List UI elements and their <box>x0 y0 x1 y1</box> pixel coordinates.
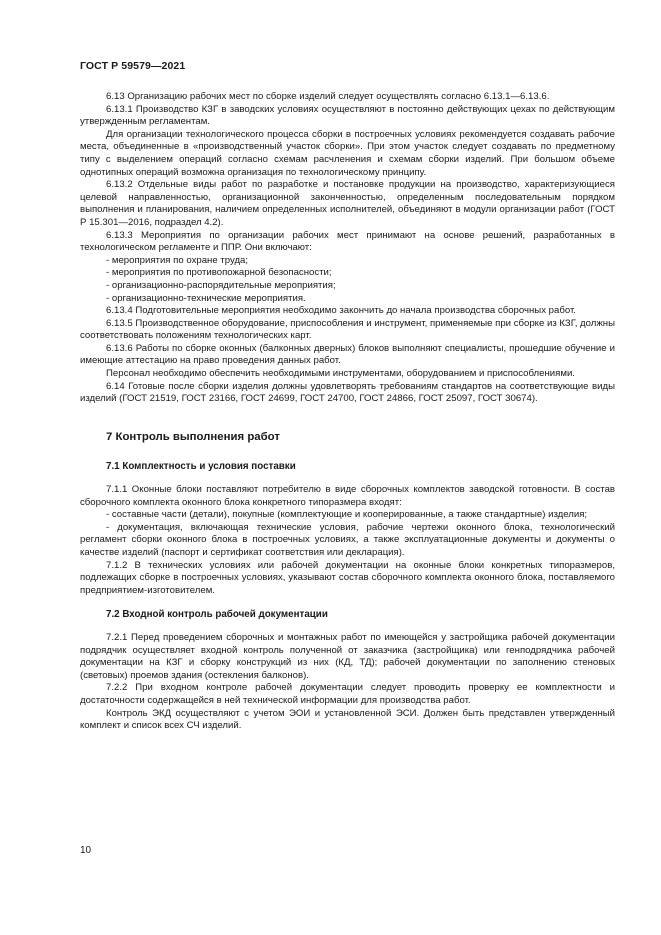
subsection-heading: 7.2 Входной контроль рабочей документации <box>106 609 328 621</box>
paragraph: 7.2.2 При входном контроле рабочей документации следует проводить проверку ее комплектности и достаточности содержащейся в ней технической информации для производства работ. <box>80 682 615 706</box>
paragraph: Персонал необходимо обеспечить необходимыми инструментами, оборудованием и приспособлениями. <box>106 368 575 380</box>
paragraph: 6.14 Готовые после сборки изделия должны удовлетворять требованиям стандартов на соответствующие виды изделий (ГОСТ 21519, ГОСТ 23166, ГОСТ 24699, ГОСТ 24700, ГОСТ 24866, ГОСТ 25097, ГОСТ 30674). <box>80 380 615 405</box>
list-item: - составные части (детали), покупные (комплектующие и кооперированные, а также стандартные) изделия; <box>106 509 588 521</box>
list-item: - мероприятия по охране труда; <box>106 254 249 266</box>
document-body <box>80 91 615 733</box>
paragraph: 6.13.1 Производство КЗГ в заводских условиях осуществляют в постоянно действующих цехах по действующим утвержденным регламентам. <box>80 103 615 128</box>
list-item: - мероприятия по противопожарной безопасности; <box>106 267 332 279</box>
list-item: - документация, включающая технические условия, рабочие чертежи оконного блока, технологический регламент сборки оконного блока в построечных условиях, а также эксплуатационные документы и документы о качестве изделий (паспорт и сертификат соответствия или декларация). <box>80 521 615 558</box>
document-header: ГОСТ Р 59579—2021 <box>80 60 186 72</box>
list-item: - организационно-распорядительные мероприятия; <box>106 279 336 291</box>
paragraph: Для организации технологического процесса сборки в построечных условиях рекомендуется создавать рабочие места, объединенные в «производственный участок сборки». При этом участок следует создавать по предметному типу с выделением операций согласно схемам расчленения и схемам сборки изделий. При большом объеме однотипных операций возможна организация по технологическому принципу. <box>80 128 615 178</box>
paragraph: 6.13.2 Отдельные виды работ по разработке и постановке продукции на производство, характеризующиеся целевой направленностью, организационной законченностью, определенным последовательным порядком выполнения и планирования, наличием определенных исполнителей, объединяют в модули организации работ (ГОСТ Р 15.301—2016, подраздел 4.2). <box>80 179 615 228</box>
paragraph: 6.13.6 Работы по сборке оконных (балконных дверных) блоков выполняют специалисты, прошедшие обучение и имеющие аттестацию на право проведения данных работ. <box>80 342 615 367</box>
paragraph: 6.13.5 Производственное оборудование, приспособления и инструмент, применяемые при сборке из КЗГ, должны соответствовать положениям технологических карт. <box>80 317 615 342</box>
paragraph: 7.2.1 Перед проведением сборочных и монтажных работ по имеющейся у застройщика рабочей документации подрядчик осуществляет входной контроль полученной от заказчика (застройщика) или генподрядчика рабочей документации на КЗГ и сборку конструкций из них (КД, ТД); рабочей документации по заполнению стеновых (световых) проемов здания (остекления балконов). <box>80 631 615 681</box>
paragraph: 7.1.2 В технических условиях или рабочей документации на оконные блоки конкретных типоразмеров, подлежащих сборке в построечных условиях, указывают состав сборочного комплекта оконного блока, поставляемого предприятием-изготовителем. <box>80 559 615 596</box>
section-heading: 7 Контроль выполнения работ <box>106 430 280 443</box>
list-item: - организационно-технические мероприятия. <box>106 292 306 304</box>
subsection-heading: 7.1 Комплектность и условия поставки <box>106 461 296 473</box>
paragraph: Контроль ЭКД осуществляют с учетом ЭОИ и установленной ЭСИ. Должен быть представлен утвержденный комплект и список всех СЧ изделий. <box>80 707 615 732</box>
paragraph: 7.1.1 Оконные блоки поставляют потребителю в виде сборочных комплектов заводской готовности. В состав сборочного комплекта оконного блока конкретного типоразмера входят: <box>80 484 615 508</box>
paragraph: 6.13.3 Мероприятия по организации рабочих мест принимают на основе решений, разработанных в технологическом регламенте и ППР. Они включают: <box>80 229 615 254</box>
paragraph: 6.13.4 Подготовительные мероприятия необходимо закончить до начала производства сборочных работ. <box>106 305 576 317</box>
paragraph: 6.13 Организацию рабочих мест по сборке изделий следует осуществлять согласно 6.13.1—6.13.6. <box>106 91 550 102</box>
page-number: 10 <box>80 845 92 856</box>
